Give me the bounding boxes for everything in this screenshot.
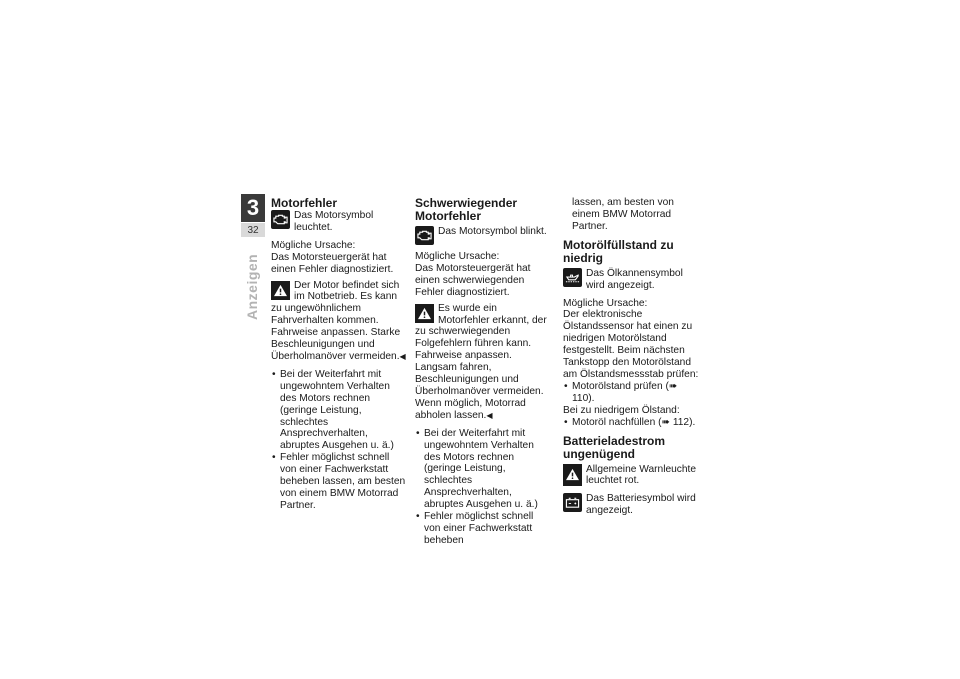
warning-triangle-icon <box>415 304 434 323</box>
bullet-list <box>415 428 551 547</box>
warning-triangle-icon <box>563 464 582 486</box>
heading-severe-engine-fault: Schwerwiegender Motorfehler <box>415 196 518 223</box>
heading-oil-level: Motorölfüllstand zu niedrig <box>563 237 674 265</box>
cause-label: Mögliche Ursache: <box>563 297 648 309</box>
end-mark-icon: ◀ <box>399 351 406 361</box>
bullet-list <box>563 417 699 429</box>
engine-icon <box>271 210 290 229</box>
engine-icon-row <box>415 226 551 245</box>
list-item: • Fehler möglichst schnell von einer Fachwerkstatt beheben lassen, am besten von einem BMW Motorrad Partner. <box>271 452 407 512</box>
cause-text: Das Motorsteuergerät hat einen Fehler diagnostiziert. <box>271 251 394 275</box>
warning-light-text: Allgemeine Warnleuchte leuchtet rot. <box>586 463 697 487</box>
cause-text: Das Motorsteuergerät hat einen schwerwiegenden Fehler diagnostiziert. <box>415 262 531 298</box>
column-severe-engine-fault <box>415 197 551 547</box>
engine-icon-text: Das Motorsymbol leuchtet. <box>294 210 374 233</box>
battery-icon-row <box>563 493 699 517</box>
heading-engine-fault: Motorfehler <box>271 196 337 210</box>
oil-low-label: Bei zu niedrigem Ölstand: <box>563 404 680 416</box>
list-item: • Motoröl nachfüllen (➠ 112). <box>563 417 699 429</box>
engine-icon-text: Das Motorsymbol blinkt. <box>438 226 547 237</box>
list-item: • Motorölstand prüfen (➠ 110). <box>563 381 699 405</box>
warning-triangle-icon <box>271 281 290 300</box>
oil-can-icon <box>563 268 582 287</box>
oil-icon-row <box>563 268 699 292</box>
cause-text: Der elektronische Ölstandssensor hat einen zu niedrigen Motorölstand festgestellt. Beim nächsten Tankstopp den Motorölstand am Ölstandsmessstab prüfen: <box>563 309 699 380</box>
page-number: 32 <box>241 223 265 237</box>
chapter-number: 3 <box>241 194 265 222</box>
column-engine-fault <box>271 197 407 512</box>
column-oil-battery <box>563 197 699 517</box>
cause-label: Mögliche Ursache: <box>271 239 356 251</box>
engine-icon-row <box>271 210 407 234</box>
heading-battery-charge: Batterieladestrom ungenügend <box>563 433 666 461</box>
oil-icon-text: Das Ölkannensymbol wird angezeigt. <box>586 267 683 291</box>
chapter-title: Anzeigen <box>244 253 260 320</box>
battery-icon <box>563 493 582 512</box>
cause-label: Mögliche Ursache: <box>415 251 500 262</box>
warning-block <box>271 280 407 328</box>
engine-icon <box>415 226 434 245</box>
bullet-list <box>271 369 407 512</box>
list-item: • Fehler möglichst schnell von einer Fachwerkstatt beheben <box>415 511 551 547</box>
warning-text: Es wurde ein Motorfehler erkannt, der zu schwerwiegenden Folgefehlern führen kann. Fahrweise anpassen. Langsam fahren, Beschleunigungen und Überholmanöver vermeiden. Wenn möglich, Motorrad abholen lassen. <box>415 302 547 421</box>
list-item: • Bei der Weiterfahrt mit ungewohntem Verhalten des Motors rechnen (geringe Leistung, schlechtes Ansprechverhalten, abruptes Ausgehen u. ä.) <box>415 428 551 511</box>
warning-light-row <box>563 464 699 488</box>
warning-text: Der Motor befindet sich im Notbetrieb. Es kann zu ungewöhnlichem Fahrverhalten kommen. <box>271 279 400 327</box>
bullet-list <box>563 381 699 405</box>
advice-text: Fahrweise anpassen. Starke Beschleunigungen und Überholmanöver vermeiden. <box>271 327 401 362</box>
battery-icon-text: Das Batteriesymbol wird angezeigt. <box>586 493 696 517</box>
end-mark-icon: ◀ <box>486 410 493 420</box>
list-item: • Bei der Weiterfahrt mit ungewohntem Verhalten des Motors rechnen (geringe Leistung, schlechtes Ansprechverhalten, abruptes Ausgehen u. ä.) <box>271 369 407 452</box>
continuation-text: lassen, am besten von einem BMW Motorrad Partner. <box>572 197 674 232</box>
warning-block <box>415 303 551 422</box>
